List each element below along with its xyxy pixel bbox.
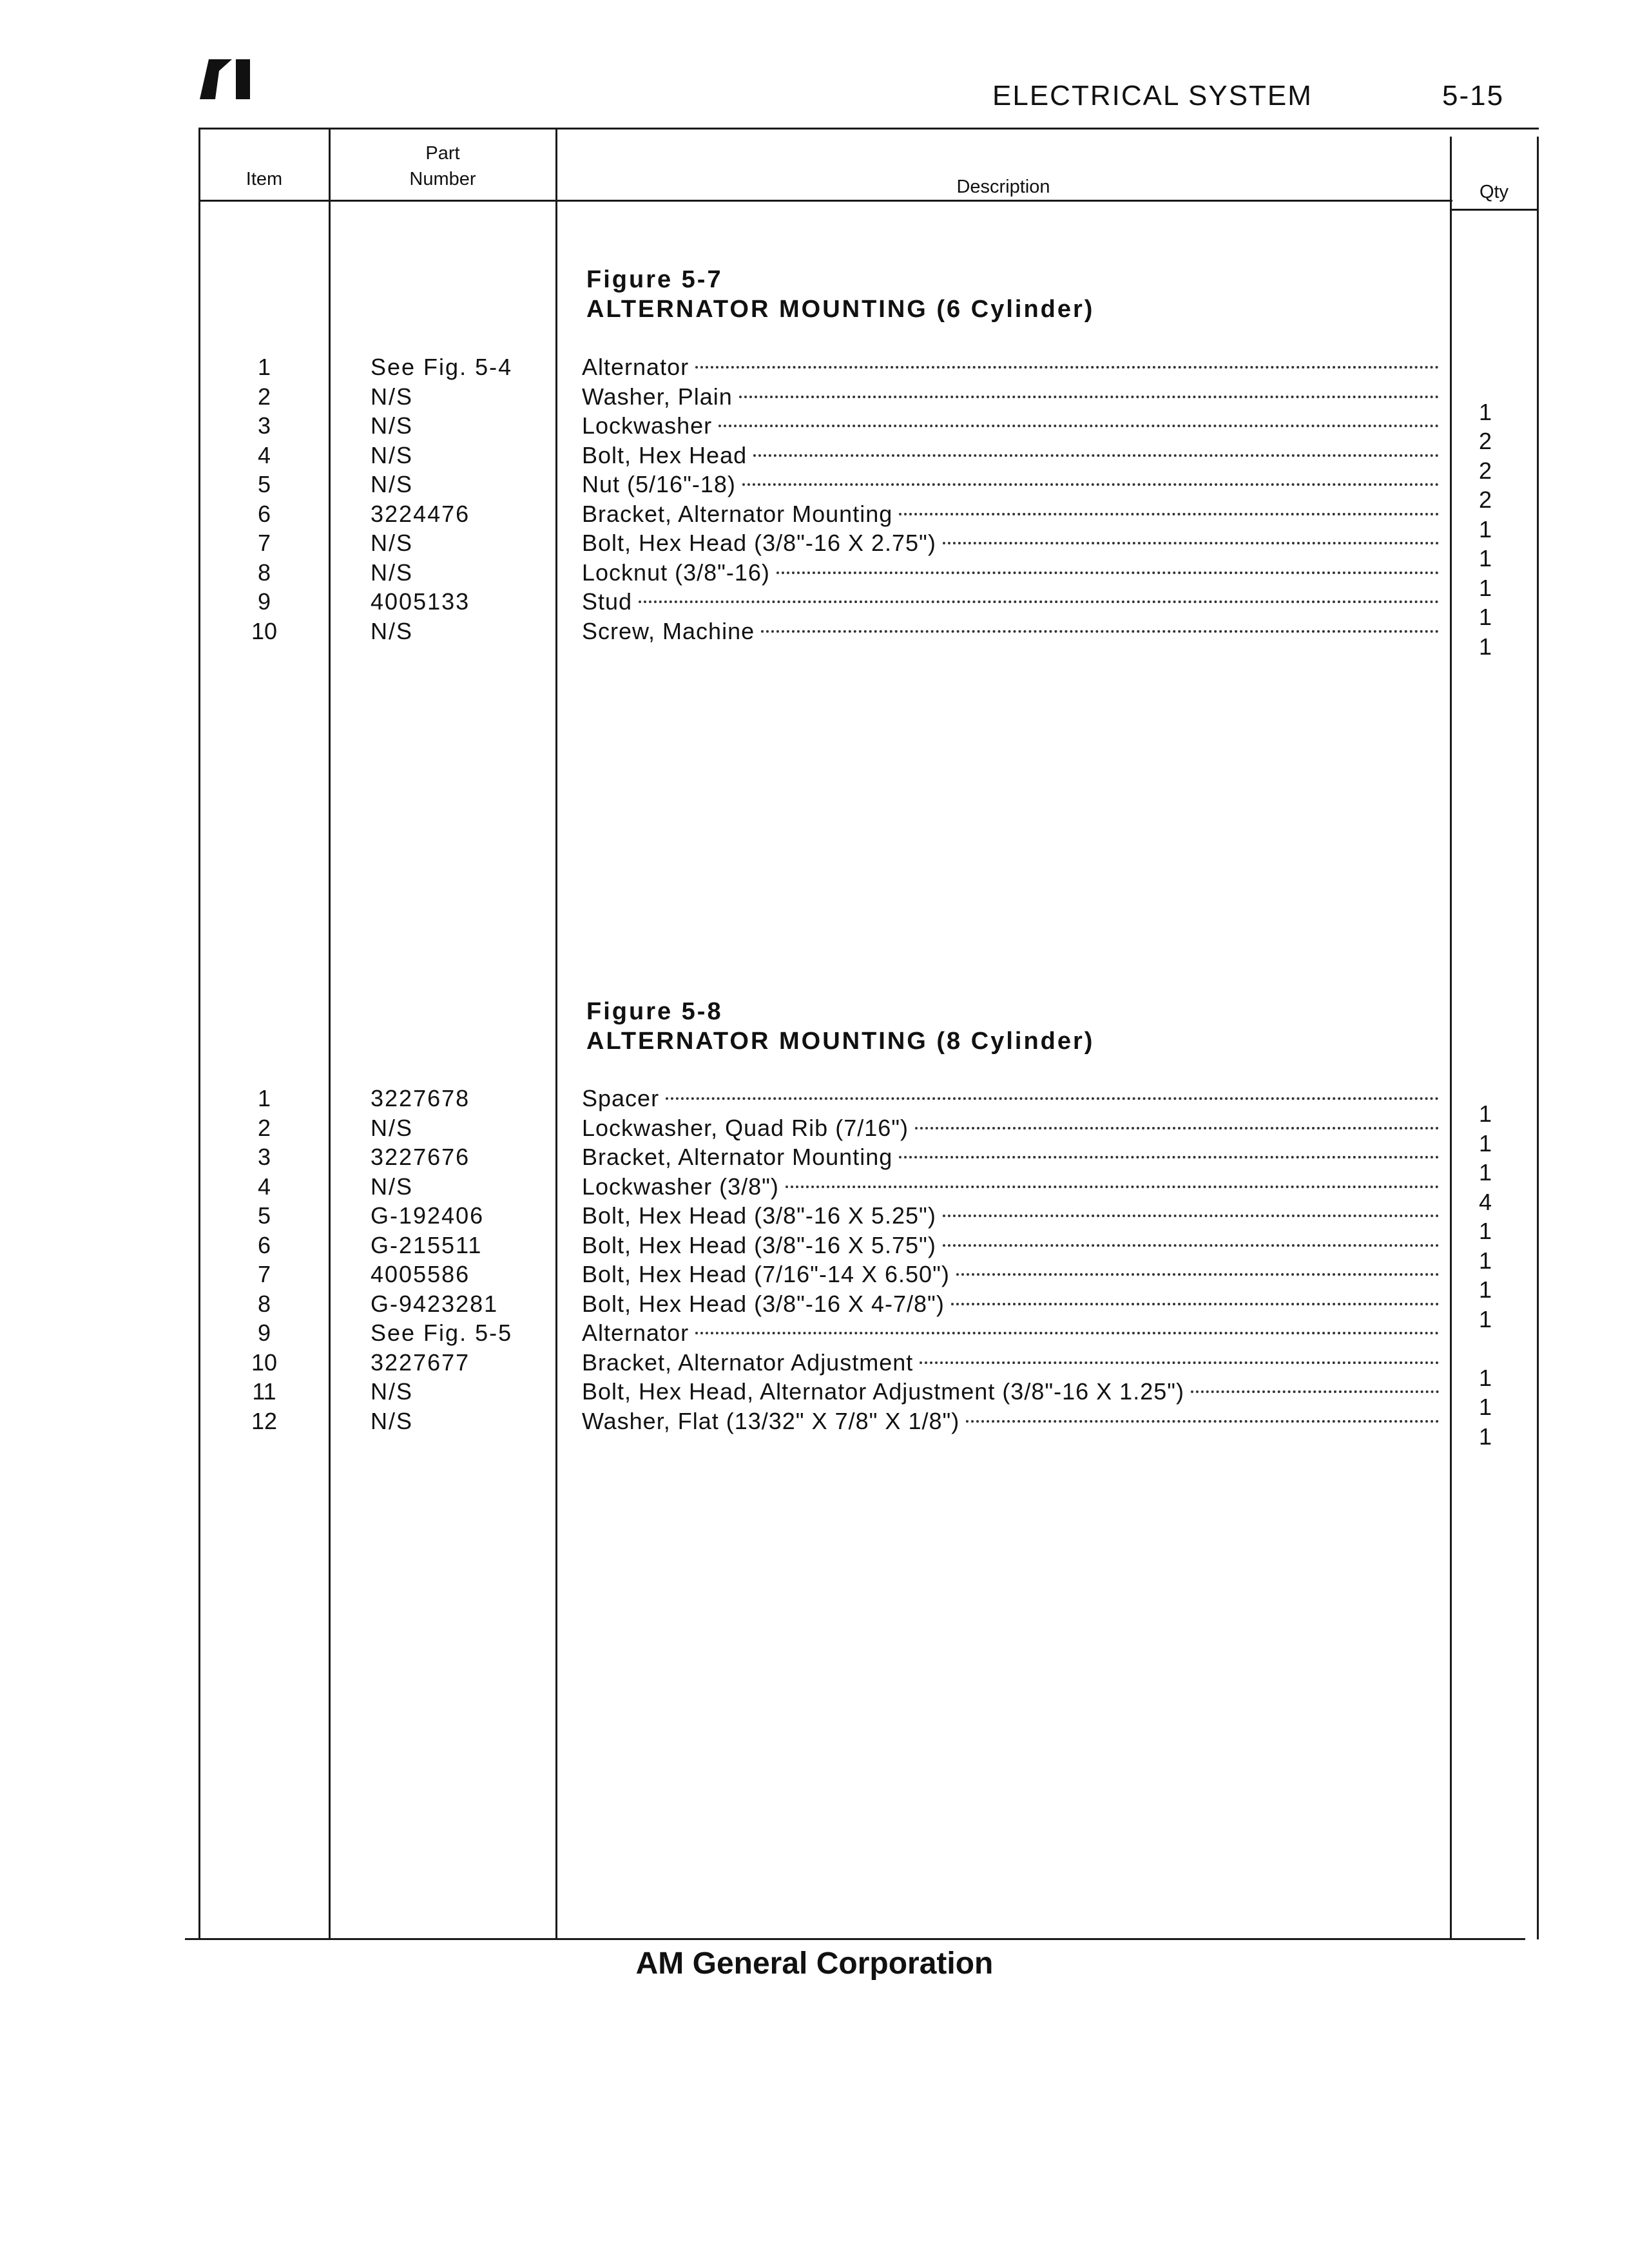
dot-leader (899, 513, 1439, 515)
dot-leader (776, 572, 1439, 574)
table-bottom-border (185, 1938, 1525, 1940)
part-number: 3227676 (371, 1144, 470, 1170)
part-number: See Fig. 5-4 (371, 354, 513, 380)
dot-leader (718, 425, 1439, 427)
table-row (0, 1407, 1629, 1450)
description-cell (582, 411, 1439, 441)
dot-leader (915, 1127, 1439, 1129)
part-number: G-9423281 (371, 1290, 499, 1317)
part-description: Bracket, Alternator Mounting (582, 500, 893, 527)
dot-leader (943, 542, 1439, 544)
part-description: Bolt, Hex Head (3/8"-16 X 2.75") (582, 530, 936, 556)
part-number: 3227677 (371, 1349, 470, 1376)
table-row (0, 1201, 1629, 1244)
description-cell (582, 1142, 1439, 1172)
item-number: 8 (257, 1290, 271, 1317)
part-description: Bracket, Alternator Mounting (582, 1144, 893, 1170)
table-row (0, 587, 1629, 630)
part-description: Lockwasher (3/8") (582, 1173, 779, 1200)
table-row (0, 528, 1629, 572)
quantity: 1 (1478, 1129, 1492, 1157)
description-cell (582, 352, 1439, 382)
description-cell (582, 499, 1439, 529)
part-description: Stud (582, 588, 633, 615)
table-row (0, 411, 1629, 454)
part-number: N/S (371, 383, 414, 410)
dot-leader (951, 1303, 1439, 1305)
part-description: Screw, Machine (582, 617, 755, 644)
part-description: Spacer (582, 1085, 660, 1111)
description-cell (582, 1231, 1439, 1260)
table-row (0, 617, 1629, 660)
item-number: 10 (251, 1349, 278, 1376)
part-description: Bolt, Hex Head (582, 441, 747, 468)
item-number: 6 (257, 500, 271, 527)
description-cell (582, 1348, 1439, 1378)
dot-leader (695, 366, 1439, 369)
dot-leader (742, 483, 1439, 486)
part-number: N/S (371, 1378, 414, 1405)
description-cell (582, 1084, 1439, 1113)
part-number: 3227678 (371, 1085, 470, 1111)
part-number: N/S (371, 471, 414, 497)
description-cell (582, 1377, 1439, 1407)
part-number: N/S (371, 441, 414, 468)
quantity: 1 (1478, 1247, 1492, 1274)
company-footer: AM General Corporation (635, 1946, 994, 1981)
part-description: Washer, Flat (13/32" X 7/8" X 1/8") (582, 1407, 960, 1434)
figure-title: ALTERNATOR MOUNTING (8 Cylinder) (586, 1028, 1095, 1055)
quantity: 1 (1478, 1100, 1492, 1127)
part-description: Alternator (582, 1320, 689, 1346)
table-row (0, 352, 1629, 382)
part-number: N/S (371, 617, 414, 644)
item-number: 2 (257, 1114, 271, 1141)
part-description: Washer, Plain (582, 383, 733, 410)
dot-leader (966, 1420, 1439, 1423)
item-number: 1 (257, 1085, 271, 1111)
part-number: 4005586 (371, 1261, 470, 1287)
part-number: N/S (371, 412, 414, 439)
part-number: N/S (371, 1173, 414, 1200)
part-number: G-215511 (371, 1231, 483, 1258)
quantity: 1 (1478, 515, 1492, 543)
part-number: N/S (371, 1114, 414, 1141)
part-description: Lockwasher (582, 412, 713, 439)
description-cell (582, 558, 1439, 588)
part-description: Bolt, Hex Head, Alternator Adjustment (3/8"-16 X 1.25") (582, 1378, 1185, 1405)
quantity: 1 (1478, 633, 1492, 660)
figure-label: Figure 5-7 (586, 266, 723, 293)
table-row (0, 1260, 1629, 1303)
quantity: 4 (1478, 1188, 1492, 1215)
description-cell (582, 382, 1439, 412)
column-header-item: Item (246, 169, 283, 189)
table-row (0, 1289, 1629, 1332)
description-cell (582, 1172, 1439, 1202)
item-number: 6 (257, 1231, 271, 1258)
description-cell (582, 1407, 1439, 1436)
quantity: 1 (1478, 1364, 1492, 1391)
part-description: Bolt, Hex Head (3/8"-16 X 5.25") (582, 1202, 936, 1229)
dot-leader (739, 396, 1439, 398)
dot-leader (1191, 1390, 1439, 1393)
part-description: Lockwasher, Quad Rib (7/16") (582, 1114, 909, 1141)
quantity: 1 (1478, 1394, 1492, 1420)
page-number: 5-15 (1442, 80, 1505, 111)
table-row (0, 1084, 1629, 1127)
dot-leader (753, 454, 1439, 457)
quantity: 1 (1478, 1305, 1492, 1332)
description-cell (582, 1318, 1439, 1348)
header-bottom-border-left (198, 200, 1452, 202)
part-number: See Fig. 5-5 (371, 1320, 513, 1346)
description-cell (582, 1260, 1439, 1289)
part-number: 4005133 (371, 588, 470, 615)
item-number: 4 (257, 441, 271, 468)
item-number: 4 (257, 1173, 271, 1200)
dot-leader (943, 1215, 1439, 1217)
dot-leader (639, 601, 1439, 603)
table-row (0, 1318, 1629, 1348)
part-number: N/S (371, 1407, 414, 1434)
part-description: Bracket, Alternator Adjustment (582, 1349, 914, 1376)
part-description: Locknut (3/8"-16) (582, 559, 770, 586)
table-row (0, 470, 1629, 513)
company-logo-icon (200, 59, 253, 99)
dot-leader (786, 1186, 1439, 1188)
table-row (0, 558, 1629, 601)
table-row (0, 1348, 1629, 1391)
part-number: 3224476 (371, 500, 470, 527)
item-number: 7 (257, 1261, 271, 1287)
table-top-border (198, 128, 1539, 130)
part-number: N/S (371, 530, 414, 556)
quantity: 1 (1478, 1218, 1492, 1244)
part-description: Bolt, Hex Head (7/16"-14 X 6.50") (582, 1261, 950, 1287)
description-cell (582, 587, 1439, 617)
figure-label: Figure 5-8 (586, 998, 723, 1025)
item-number: 9 (257, 588, 271, 615)
description-cell (582, 1113, 1439, 1143)
quantity: 1 (1478, 574, 1492, 601)
item-number: 2 (257, 383, 271, 410)
item-number: 3 (257, 412, 271, 439)
dot-leader (943, 1244, 1439, 1247)
item-number: 11 (252, 1378, 276, 1405)
table-row (0, 1377, 1629, 1420)
column-header-qty: Qty (1479, 182, 1509, 202)
table-row (0, 1172, 1629, 1215)
column-header-description: Description (956, 177, 1050, 197)
section-title: ELECTRICAL SYSTEM (992, 80, 1313, 111)
item-number: 9 (257, 1320, 271, 1346)
part-description: Nut (5/16"-18) (582, 471, 736, 497)
item-number: 3 (257, 1144, 271, 1170)
dot-leader (899, 1156, 1439, 1158)
item-number: 8 (257, 559, 271, 586)
table-row (0, 382, 1629, 425)
description-cell (582, 617, 1439, 646)
description-cell (582, 1201, 1439, 1231)
dot-leader (666, 1097, 1439, 1100)
quantity: 2 (1478, 457, 1492, 484)
item-number: 12 (251, 1407, 278, 1434)
description-cell (582, 1289, 1439, 1319)
quantity: 1 (1478, 604, 1492, 630)
quantity: 2 (1478, 486, 1492, 513)
part-description: Alternator (582, 354, 689, 380)
item-number: 7 (257, 530, 271, 556)
quantity: 1 (1478, 1159, 1492, 1186)
item-number: 5 (257, 1202, 271, 1229)
column-header-part-line1: Part (425, 143, 460, 164)
part-number: G-192406 (371, 1202, 485, 1229)
quantity: 1 (1478, 398, 1492, 425)
description-cell (582, 470, 1439, 499)
part-description: Bolt, Hex Head (3/8"-16 X 5.75") (582, 1231, 936, 1258)
item-number: 1 (257, 354, 271, 380)
part-description: Bolt, Hex Head (3/8"-16 X 4-7/8") (582, 1290, 945, 1317)
column-header-part-line2: Number (409, 169, 476, 189)
figure-title: ALTERNATOR MOUNTING (6 Cylinder) (586, 296, 1095, 323)
dot-leader (695, 1332, 1439, 1334)
quantity: 2 (1478, 428, 1492, 454)
dot-leader (920, 1361, 1439, 1364)
dot-leader (956, 1273, 1439, 1276)
quantity: 1 (1478, 545, 1492, 572)
header-bottom-border-qty (1450, 209, 1539, 211)
dot-leader (761, 630, 1439, 633)
quantity: 1 (1478, 1423, 1492, 1450)
part-number: N/S (371, 559, 414, 586)
quantity: 1 (1478, 1276, 1492, 1303)
description-cell (582, 441, 1439, 470)
description-cell (582, 528, 1439, 558)
table-row (0, 1142, 1629, 1186)
item-number: 5 (257, 471, 271, 497)
item-number: 10 (251, 617, 278, 644)
